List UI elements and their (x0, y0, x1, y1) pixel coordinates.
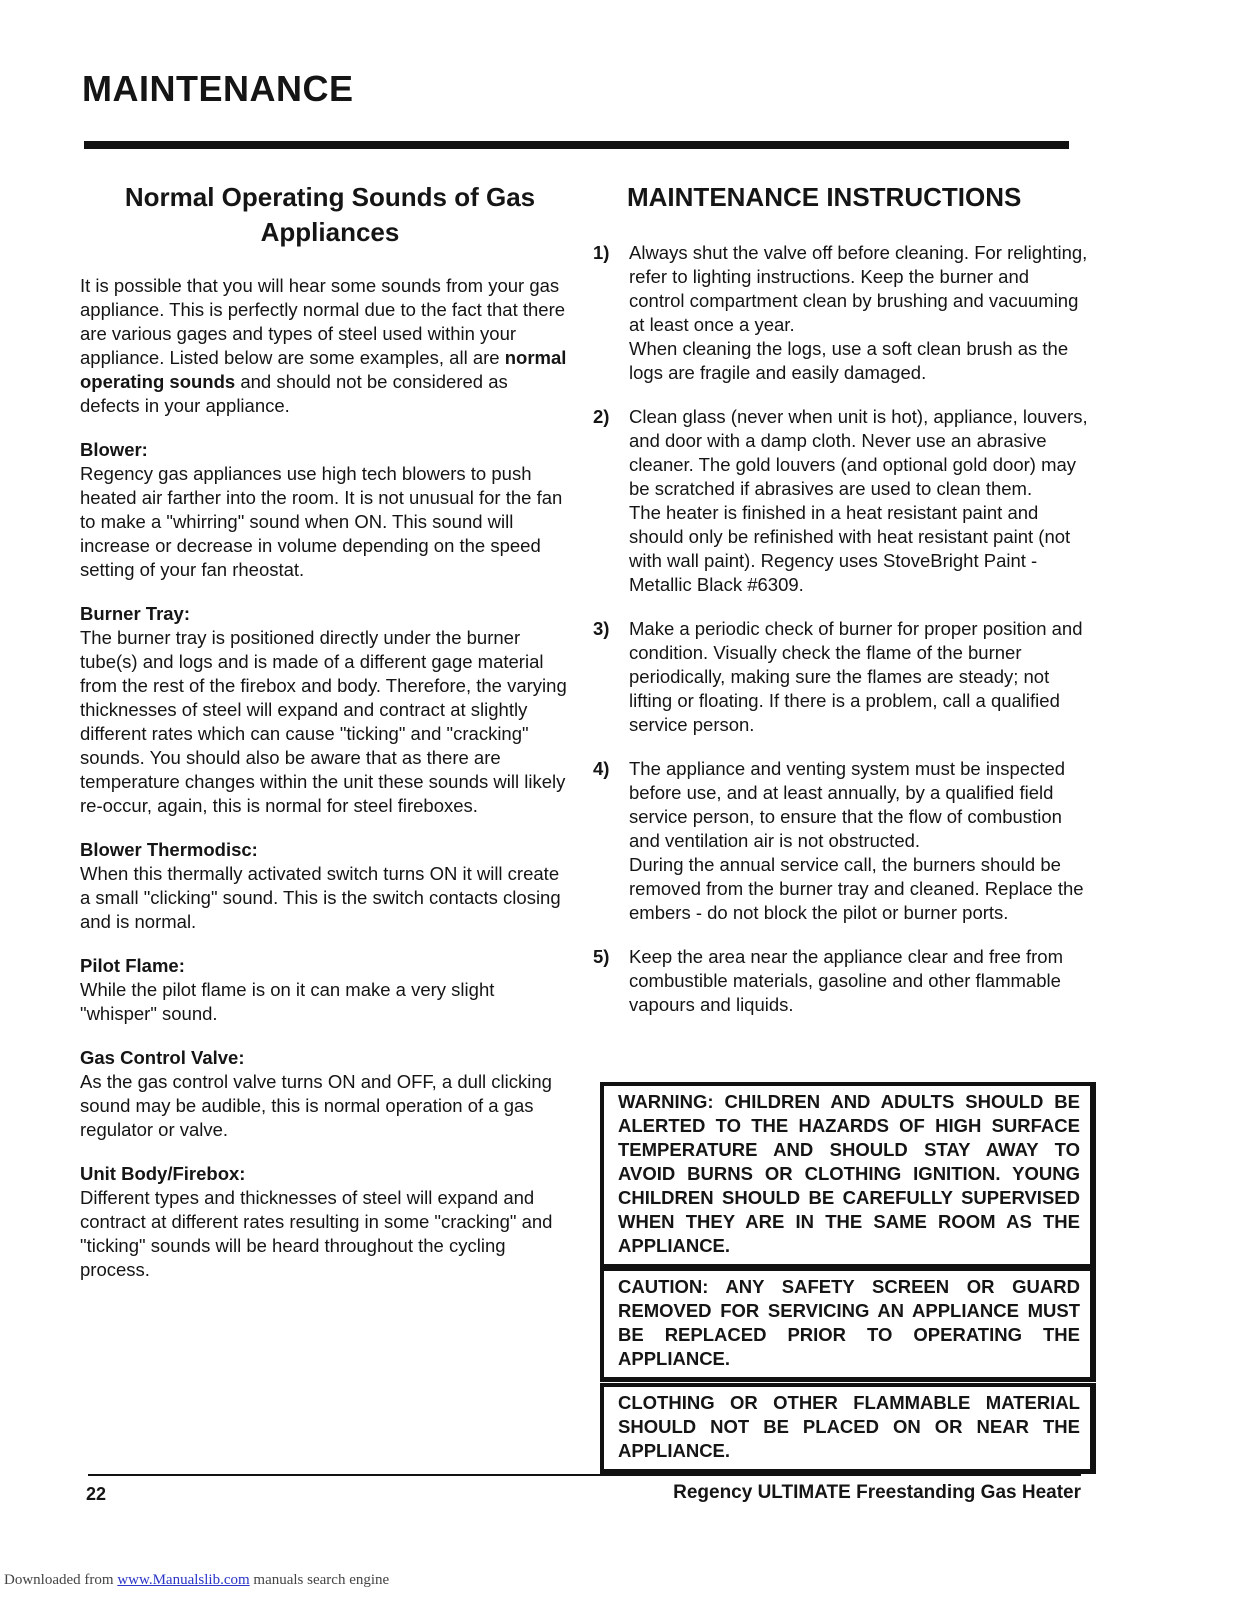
instructions-heading: MAINTENANCE INSTRUCTIONS (627, 182, 1022, 212)
instruction-text: During the annual service call, the burners should be removed from the burner tray and cleaned. Replace the embers - do not block the pilot or burner ports. (629, 854, 1084, 923)
title-rule (84, 141, 1069, 149)
sound-title: Unit Body/Firebox: (80, 1163, 246, 1184)
instruction-number: 1) (593, 242, 610, 263)
sound-title: Gas Control Valve: (80, 1047, 245, 1068)
instruction-text: Make a periodic check of burner for proper position and condition. Visually check the flame of the burner periodically, making sure the flames are steady; not lifting or floating. If there is a problem, call a qualified service person. (629, 618, 1083, 735)
sound-title: Burner Tray: (80, 603, 191, 624)
sound-text: Different types and thicknesses of steel will expand and contract at different rates resulting in some "cracking" and "ticking" sounds will be heard throughout the cycling process. (80, 1187, 553, 1280)
sound-section-pilot-flame (80, 954, 570, 1026)
sound-section-burner-tray (80, 602, 570, 818)
instruction-item (593, 945, 1088, 1017)
footer-rule-thick (603, 1472, 1081, 1476)
instruction-text: Keep the area near the appliance clear and free from combustible materials, gasoline and other flammable vapours and liquids. (629, 946, 1064, 1015)
document-name: Regency ULTIMATE Freestanding Gas Heater (673, 1482, 1081, 1503)
warning-box: WARNING: CHILDREN AND ADULTS SHOULD BE ALERTED TO THE HAZARDS OF HIGH SURFACE TEMPERATURE AND SHOULD STAY AWAY TO AVOID BURNS OR CLOTHING IGNITION. YOUNG CHILDREN SHOULD BE CAREFULLY SUPERVISED WHEN THEY ARE IN THE SAME ROOM AS THE APPLIANCE. (600, 1082, 1096, 1269)
instruction-item (593, 405, 1088, 597)
footer-rule (88, 1474, 603, 1476)
caution-box: CAUTION: ANY SAFETY SCREEN OR GUARD REMOVED FOR SERVICING AN APPLIANCE MUST BE REPLACED PRIOR TO OPERATING THE APPLIANCE. (600, 1267, 1096, 1382)
sound-section-blower (80, 438, 570, 582)
instruction-text: The appliance and venting system must be inspected before use, and at least annually, by a qualified field service person, to ensure that the flow of combustion and ventilation air is not obstructed. (629, 758, 1066, 851)
instruction-text: The heater is finished in a heat resistant paint and should only be refinished with heat resistant paint (not with wall paint). Regency uses StoveBright Paint - Metallic Black #6309. (629, 502, 1071, 595)
clothing-notice-box: CLOTHING OR OTHER FLAMMABLE MATERIAL SHOULD NOT BE PLACED ON OR NEAR THE APPLIANCE. (600, 1383, 1096, 1474)
sound-text: As the gas control valve turns ON and OFF, a dull clicking sound may be audible, this is normal operation of a gas regulator or valve. (80, 1071, 552, 1140)
instruction-number: 4) (593, 758, 610, 779)
instructions-column (593, 180, 1088, 1037)
download-credit: Downloaded from www.Manualslib.com manuals search engine (4, 1572, 390, 1588)
instruction-text: When cleaning the logs, use a soft clean brush as the logs are fragile and easily damaged. (629, 338, 1069, 383)
sounds-heading: Normal Operating Sounds of Gas Appliances (124, 182, 536, 247)
sound-title: Blower: (80, 439, 148, 460)
instruction-number: 3) (593, 618, 610, 639)
instruction-number: 5) (593, 946, 610, 967)
sound-text: While the pilot flame is on it can make a very slight "whisper" sound. (80, 979, 495, 1024)
instruction-item (593, 617, 1088, 737)
page-number: 22 (86, 1484, 107, 1504)
sound-text: The burner tray is positioned directly under the burner tube(s) and logs and is made of a different gage material from the rest of the firebox and body. Therefore, the varying thicknesses of steel will expand and contract at slightly different rates which can cause "ticking" and "cracking" sounds. You should also be aware that as there are temperature changes within the unit these sounds will likely re-occur, again, this is normal for steel fireboxes. (80, 627, 567, 816)
sound-text: Regency gas appliances use high tech blowers to push heated air farther into the room. It is not unusual for the fan to make a "whirring" sound when ON. This sound will increase or decrease in volume depending on the speed setting of your fan rheostat. (80, 463, 563, 580)
instruction-text: Clean glass (never when unit is hot), appliance, louvers, and door with a damp cloth. Never use an abrasive cleaner. The gold louvers (and optional gold door) may be scratched if abrasives are used to clean them. (629, 406, 1088, 499)
sound-section-thermodisc (80, 838, 570, 934)
instruction-item (593, 241, 1088, 385)
manualslib-link[interactable]: www.Manualslib.com (117, 1572, 250, 1588)
instruction-text: Always shut the valve off before cleaning. For relighting, refer to lighting instructions. Keep the burner and control compartment clean by brushing and vacuuming at least once a year. (629, 242, 1088, 335)
sound-title: Blower Thermodisc: (80, 839, 258, 860)
sound-section-gas-valve (80, 1046, 570, 1142)
intro-emphasis: normal operating sounds (80, 347, 567, 392)
instruction-item (593, 757, 1088, 925)
sound-title: Pilot Flame: (80, 955, 185, 976)
instruction-number: 2) (593, 406, 610, 427)
page-title: MAINTENANCE (82, 68, 354, 109)
sounds-intro: It is possible that you will hear some sounds from your gas appliance. This is perfectly normal due to the fact that there are various gages and types of steel used within your appliance. Listed below are some examples, all are normal operating sounds and should not be considered as defects in your appliance. (80, 275, 567, 416)
sound-text: When this thermally activated switch turns ON it will create a small "clicking" sound. This is the switch contacts closing and is normal. (80, 863, 561, 932)
sound-section-unit-body (80, 1162, 570, 1282)
sounds-column (80, 180, 570, 1302)
